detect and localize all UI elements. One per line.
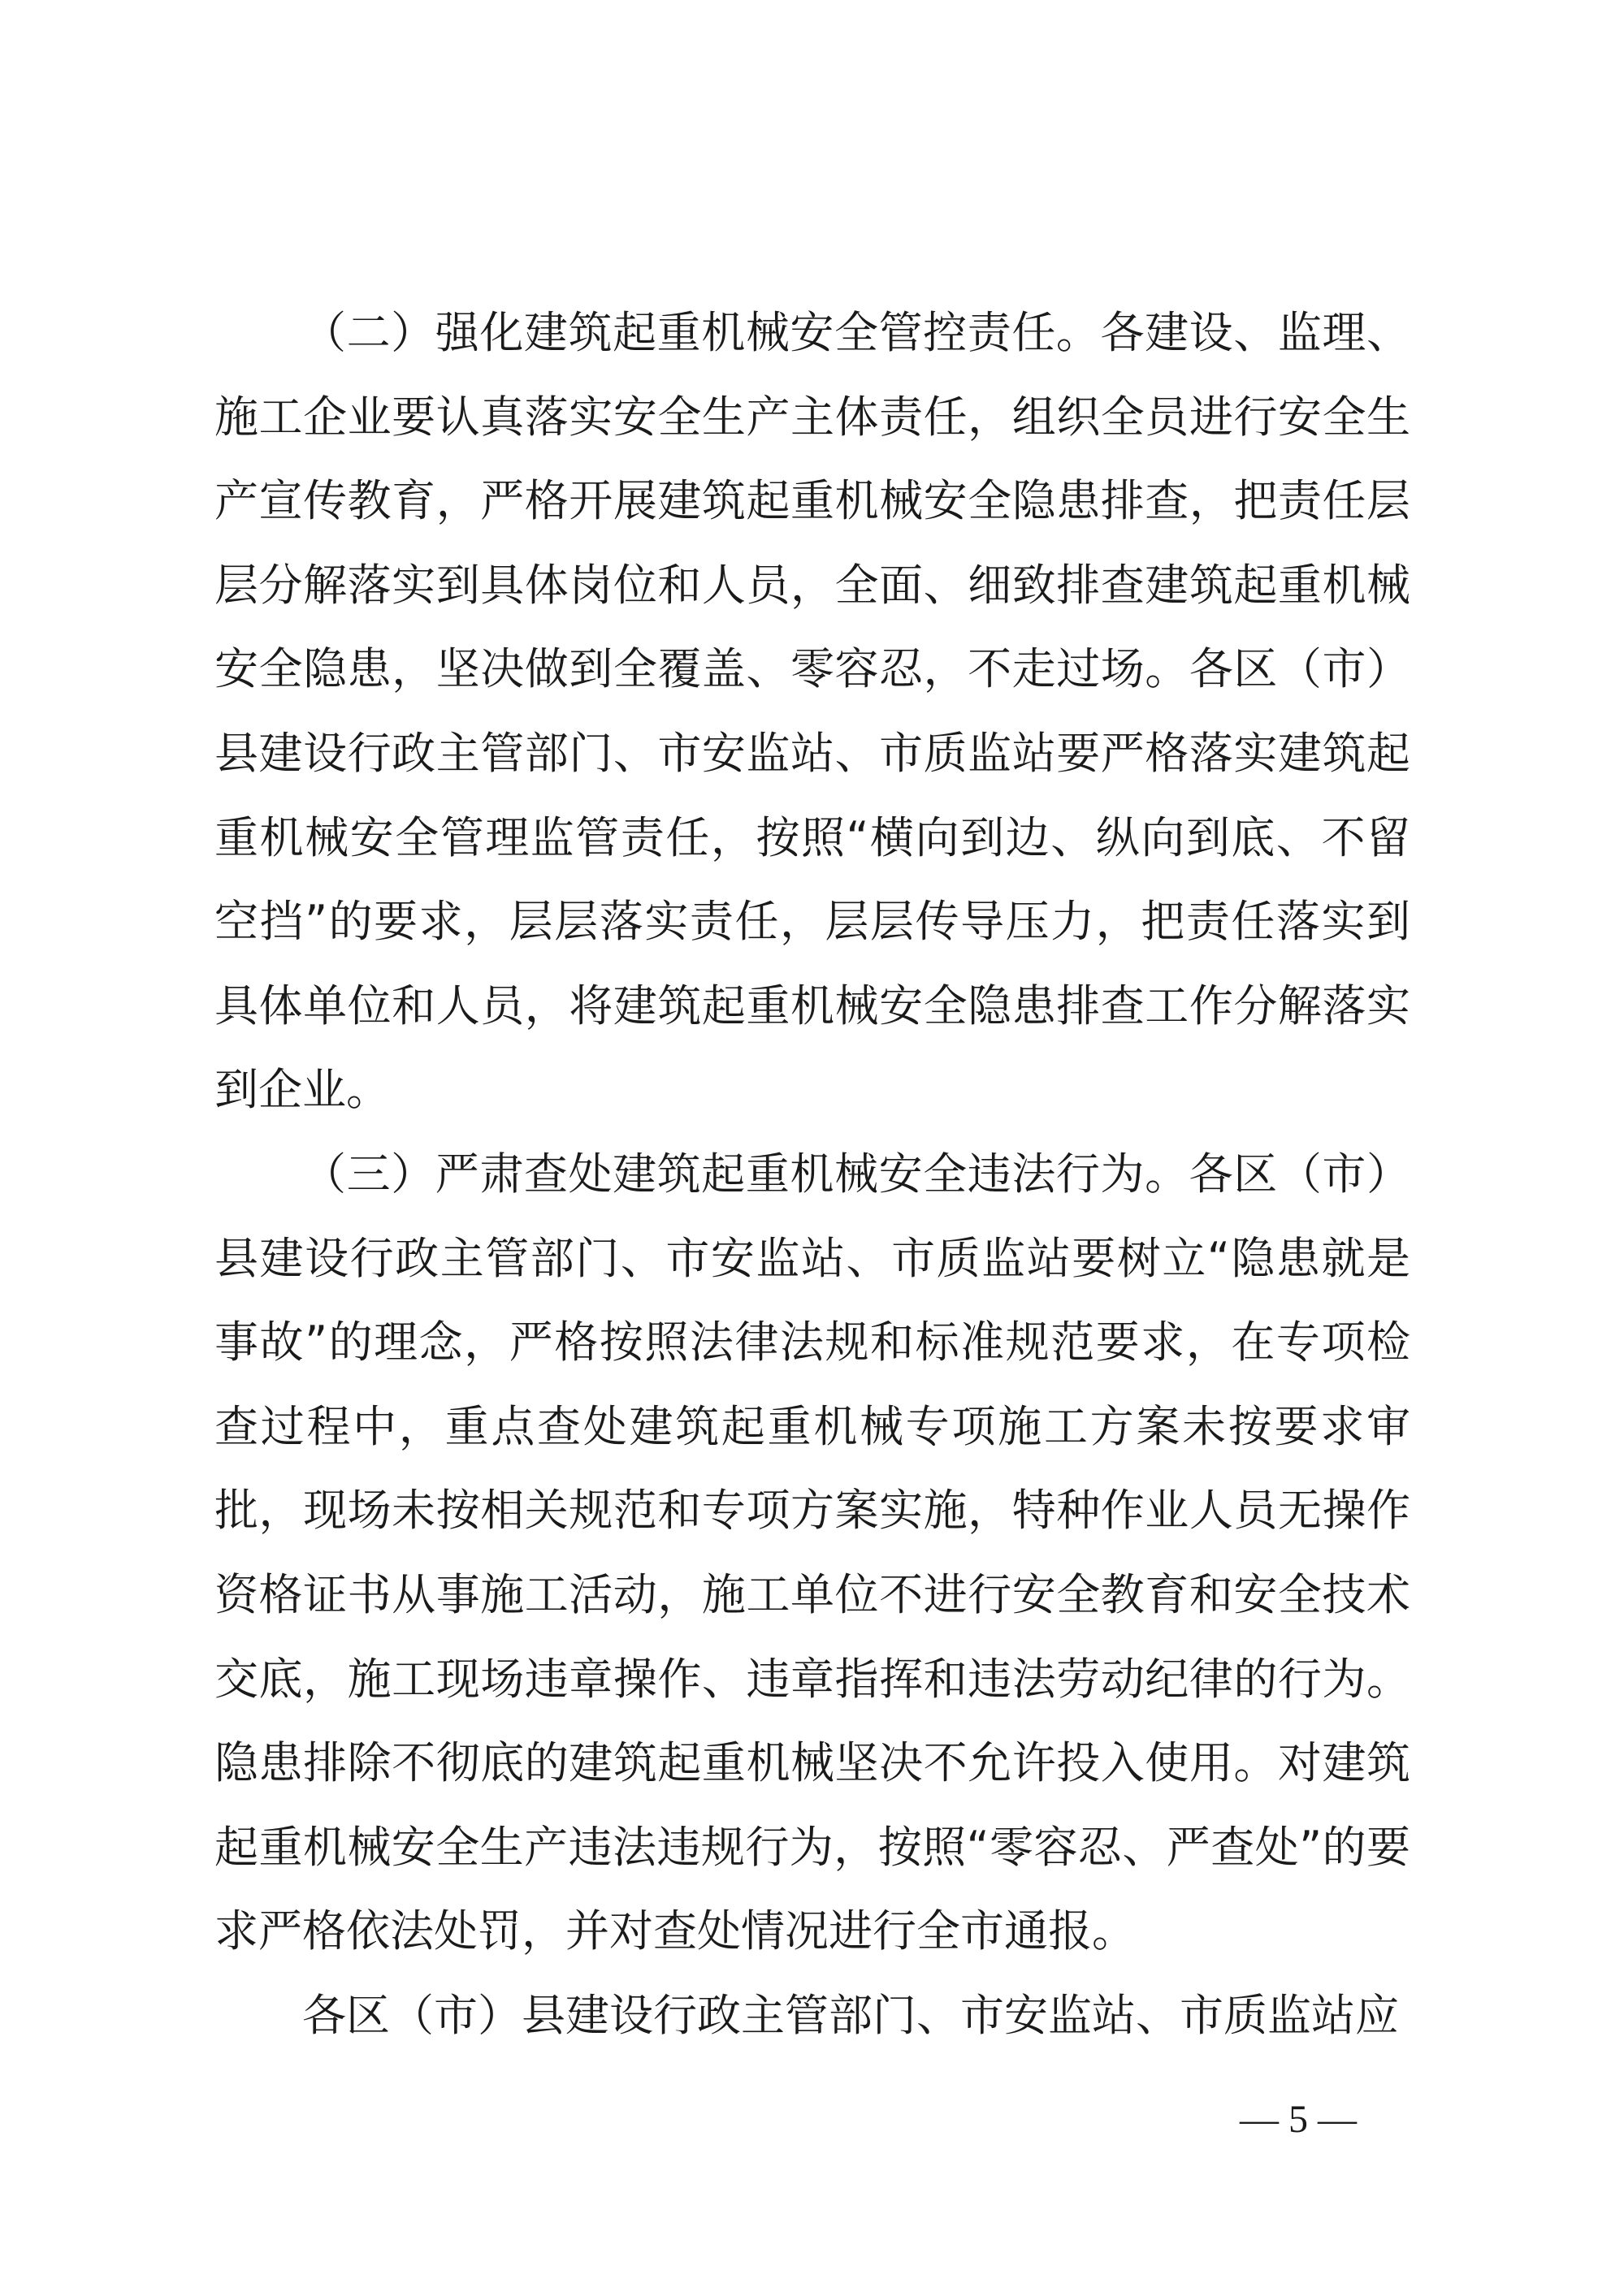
paragraph-3-text: 各区（市）县建设行政主管部门、市安监站、市质监站要树立“隐患就是事故”的理念，严格按照法律法规和标准规范要求，在专项检查过程中，重点查处建筑起重机械专项施工方案未按要求审批，现场未按相关规范和专项方案实施，特种作业人员无操作资格证书从事施工活动，施工单位不进行安全教育和安全技术交底，施工现场违章操作、违章指挥和违法劳动纪律的行为。隐患排除不彻底的建筑起重机械坚决不允许投入使用。对建筑起重机械安全生产违法违规行为，按照“零容忍、严查处”的要求严格依法处罚，并对查处情况进行全市通报。 bbox=[214, 1148, 1411, 1957]
paragraph-3 bbox=[214, 1132, 1410, 1974]
paragraph-2 bbox=[214, 291, 1410, 1132]
paragraph-4-text: 各区（市）县建设行政主管部门、市安监站、市质监站应 bbox=[302, 1989, 1399, 2041]
section-heading-2: （二）强化建筑起重机械安全管控责任。 bbox=[302, 307, 1101, 358]
paragraph-2-text: 各建设、监理、施工企业要认真落实安全生产主体责任，组织全员进行安全生产宣传教育，严格开展建筑起重机械安全隐患排查，把责任层层分解落实到具体岗位和人员，全面、细致排查建筑起重机械安全隐患，坚决做到全覆盖、零容忍，不走过场。各区（市）县建设行政主管部门、市安监站、市质监站要严格落实建筑起重机械安全管理监管责任，按照“横向到边、纵向到底、不留空挡”的要求，层层落实责任，层层传导压力，把责任落实到具体单位和人员，将建筑起重机械安全隐患排查工作分解落实到企业。 bbox=[214, 307, 1410, 1116]
paragraph-4 bbox=[214, 1974, 1410, 2058]
section-heading-3: （三）严肃查处建筑起重机械安全违法行为。 bbox=[302, 1148, 1189, 1200]
document-body bbox=[214, 291, 1410, 2057]
page-number: — 5 — bbox=[1240, 2098, 1357, 2141]
